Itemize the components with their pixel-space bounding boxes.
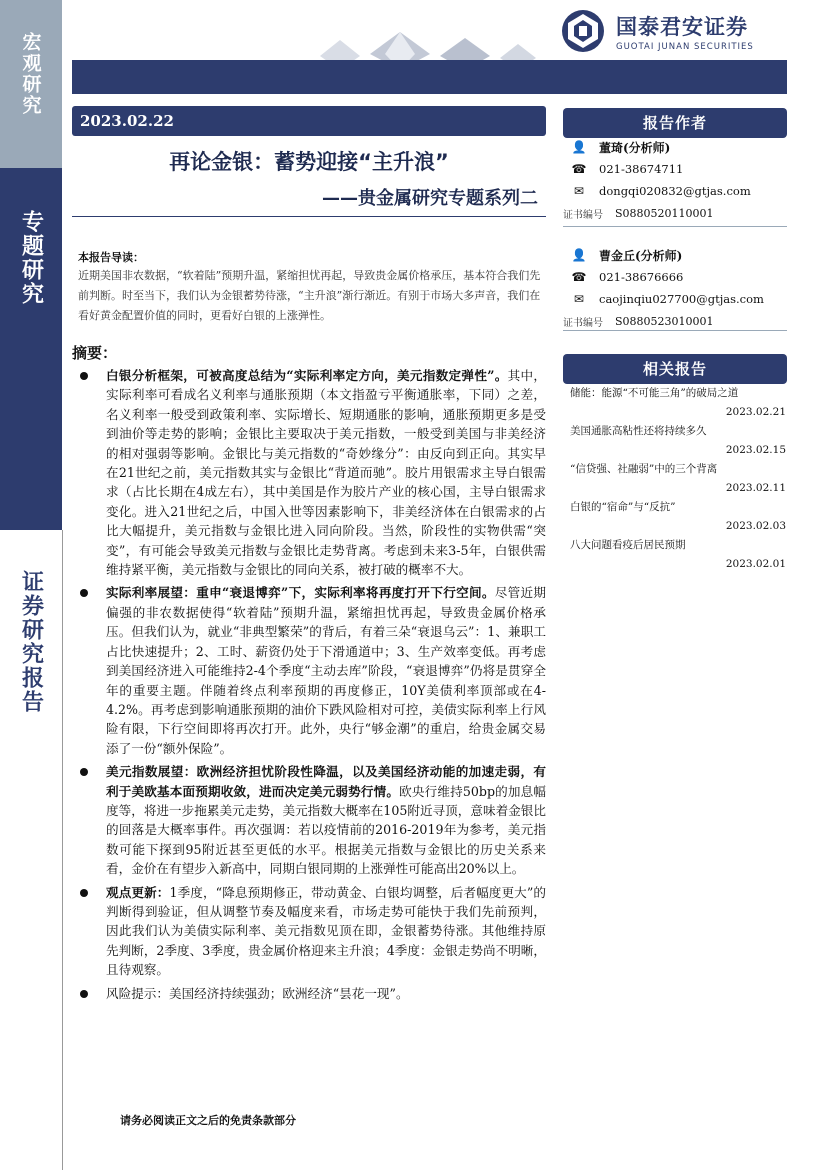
author-divider <box>563 330 787 331</box>
license-label: 证书编号 <box>563 317 603 329</box>
phone-icon: ☎ <box>571 270 587 284</box>
summary-item <box>72 883 546 980</box>
bullet-icon <box>80 589 88 597</box>
author-name: 董琦(分析师) <box>599 140 671 155</box>
bullet-icon <box>80 768 88 776</box>
author-license-row <box>563 202 787 224</box>
author-name-row <box>563 244 787 266</box>
summary-list <box>72 366 546 1007</box>
person-icon: 👤 <box>571 248 587 262</box>
bullet-icon <box>80 990 88 998</box>
author-phone-row <box>563 266 787 288</box>
sidebar-section-macro <box>0 0 62 168</box>
related-item[interactable] <box>570 460 786 498</box>
summary-item <box>72 583 546 758</box>
logo-text-cn: 国泰君安证券 <box>616 14 748 39</box>
author-email-row <box>563 180 787 202</box>
page-subtitle: ——贵金属研究专题系列二 <box>322 188 538 209</box>
person-icon: 👤 <box>571 140 587 154</box>
bullet-icon <box>80 372 88 380</box>
license-label: 证书编号 <box>563 209 603 221</box>
summary-heading: 摘要： <box>72 344 118 362</box>
author-phone: 021-38674711 <box>599 162 684 176</box>
related-item[interactable] <box>570 422 786 460</box>
disclaimer-footer: 请务必阅读正文之后的免责条款部分 <box>120 1114 296 1127</box>
related-item[interactable] <box>570 498 786 536</box>
related-title[interactable]: “信贷强、社融弱”中的三个背离 <box>570 463 718 475</box>
bullet-icon <box>80 889 88 897</box>
summary-item-text: 尽管近期偏强的非农数据使得“软着陆”预期升温，紧缩担忧再起，导致贵金属价格承压。但我们认为，就业“非典型繁荣”的背后，有着三朵“衰退乌云”：1、兼职工占比快速提升；2、工时、薪资仍处于下滑通道中；3、生产效率变低。再考虑到美国经济进入可能维持2-4个季度“主动去库”阶段，“衰退博弈”仍将是贯穿全年的重要主题。伴随着终点利率预期的再度修正，10Y美债利率顶部或在4-4.2%。再考虑到影响通胀预期的油价下跌风险相对可控，美债实际利率上行风险有限，下行空间即将再次打开。此外，央行“够金潮”的重启，给贵金属交易添了一份“额外保险”。 <box>106 585 546 756</box>
author-email[interactable]: dongqi020832@gtjas.com <box>599 184 751 198</box>
related-item[interactable] <box>570 536 786 574</box>
summary-item-text: 1季度，“降息预期修正，带动黄金、白银均调整，后者幅度更大”的判断得到验证，但从调整节奏及幅度来看，市场走势可能快于我们先前预判，因此我们认为美债实际利率、美元指数见顶在即，金银蓄势待涨。其他维持原先判断，2季度、3季度，贵金属价格迎来主升浪；4季度：金银走势尚不明晰，且待观察。 <box>106 884 547 978</box>
summary-item <box>72 984 546 1003</box>
related-item[interactable] <box>570 384 786 422</box>
summary-item-heading: 观点更新： <box>106 884 170 900</box>
summary-item-heading: 美元指数展望：欧洲经济担忧阶段性降温，以及美国经济动能的加速走弱，有利于美欧基本面预期收敛，进而决定美元弱势行情。 <box>106 764 546 799</box>
sidebar-label-macro: 宏观研究 <box>19 32 42 116</box>
sidebar-label-report: 证券研究报告 <box>18 570 44 714</box>
related-date: 2023.02.11 <box>725 482 786 494</box>
sidebar-section-report <box>0 530 63 1170</box>
author-divider <box>563 226 787 227</box>
related-date: 2023.02.15 <box>725 444 786 456</box>
phone-icon: ☎ <box>571 162 587 176</box>
summary-item-text: 风险提示：美国经济持续强劲；欧洲经济“昙花一现”。 <box>106 985 409 1001</box>
related-date: 2023.02.03 <box>725 520 786 532</box>
summary-item <box>72 762 546 878</box>
author-phone: 021-38676666 <box>599 270 684 284</box>
author-email-row <box>563 288 787 310</box>
header-banner <box>72 60 787 94</box>
summary-item-heading: 白银分析框架，可被高度总结为“实际利率定方向，美元指数定弹性”。 <box>106 368 508 383</box>
authors-heading: 报告作者 <box>563 108 787 138</box>
related-title[interactable]: 美国通胀高粘性还将持续多久 <box>570 425 707 437</box>
related-date: 2023.02.21 <box>725 406 786 418</box>
author-license-row <box>563 310 787 332</box>
author-email[interactable]: caojinqiu027700@gtjas.com <box>599 292 764 306</box>
company-logo <box>560 8 754 54</box>
guide-heading: 本报告导读： <box>78 251 144 264</box>
page-title: 再论金银：蓄势迎接“主升浪” <box>169 150 449 174</box>
guide-text: 近期美国非农数据，“软着陆”预期升温，紧缩担忧再起，导致贵金属价格承压，基本符合我们先前判断。时至当下，我们认为金银蓄势待涨，“主升浪”渐行渐近。有别于市场大多声音，我们在看好黄金配置价值的同时，更看好白银的上涨弹性。 <box>78 269 541 322</box>
logo-emblem-icon <box>560 8 606 54</box>
title-divider <box>72 216 546 217</box>
summary-item <box>72 366 546 579</box>
summary-item-heading: 实际利率展望：重申“衰退博弈”下，实际利率将再度打开下行空间。 <box>106 585 495 601</box>
email-icon: ✉ <box>573 184 585 198</box>
summary-item-text: 其中，实际利率可看成名义利率与通胀预期（本文指盈亏平衡通胀率，下同）之差，名义利率一般受到政策利率、实际增长、短期通胀的影响，通胀预期更多是受到油价等走势的影响；金银比主要取决于美元指数，一般受到美国与非美经济的相对强弱等影响。金银比与美元指数的“奇妙缘分”：由反向到正向。其实早在21世纪之前，美元指数其实与金银比“背道而驰”。胶片用银需求主导白银需求（占比长期在4成左右），其中美国是作为胶片产业的核心国，主导白银需求变化。进入21世纪之后，中国入世等因素影响下，非美经济体在白银需求的占比大幅提升，美元指数与金银比进入同向阶段。当然，阶段性的实物供需“突变”，有可能会导致美元指数与金银比走势背离。考虑到未来3-5年，白银供需维持紧平衡，美元指数与金银比的同向关系，被打破的概率不大。 <box>106 368 546 578</box>
related-title[interactable]: 八大问题看疫后居民预期 <box>570 539 686 551</box>
author-name: 曹金丘(分析师) <box>599 248 683 263</box>
author-phone-row <box>563 158 787 180</box>
author-license: S0880523010001 <box>615 314 714 328</box>
logo-text-en: GUOTAI JUNAN SECURITIES <box>616 41 754 52</box>
email-icon: ✉ <box>573 292 585 306</box>
sidebar-section-topic <box>0 168 62 530</box>
author-name-row <box>563 136 787 158</box>
related-title[interactable]: 储能：能源“不可能三角”的破局之道 <box>570 387 739 399</box>
related-date: 2023.02.01 <box>725 558 786 570</box>
related-title[interactable]: 白银的“宿命”与“反抗” <box>570 501 676 513</box>
related-list <box>570 384 786 574</box>
summary-item-text: 欧央行维持50bp的加息幅度等，将进一步拖累美元走势，美元指数大概率在105附近寻顶，意味着金银比的回落是大概率事件。再次强调：若以疫情前的2016-2019年为参考，美元指数可能下探到95附近甚至更低的水平。根据美元指数与金银比的历史关系来看，金价在有望步入新高中，同期白银同期的上涨弹性可能高出20%以上。 <box>106 783 546 877</box>
author-license: S0880520110001 <box>615 206 714 220</box>
report-date: 2023.02.22 <box>72 106 546 136</box>
related-heading: 相关报告 <box>563 354 787 384</box>
sidebar-label-topic: 专题研究 <box>18 210 44 306</box>
